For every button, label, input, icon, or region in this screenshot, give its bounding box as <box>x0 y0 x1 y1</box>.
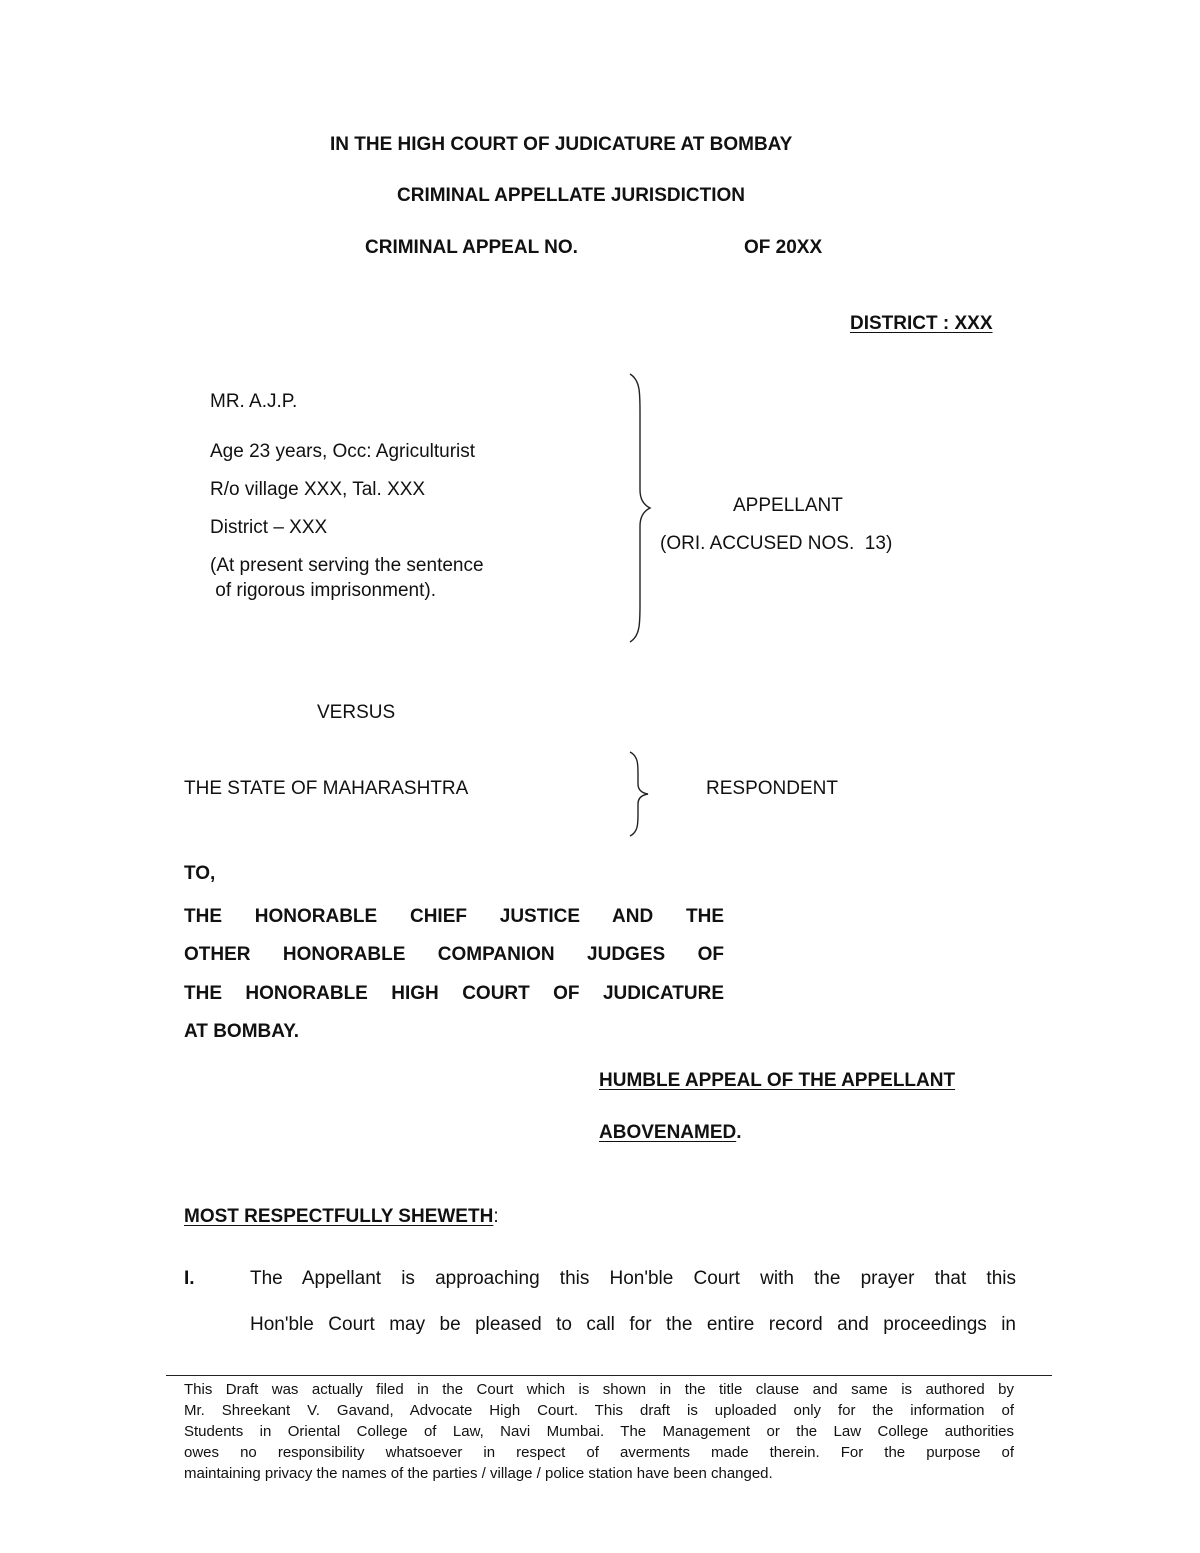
address-line-4: AT BOMBAY. <box>184 1021 300 1042</box>
footnote-separator <box>166 1375 1052 1376</box>
appellant-role: APPELLANT <box>733 495 843 516</box>
appellant-custody-line-2: of rigorous imprisonment). <box>210 580 436 601</box>
address-line-1: THE HONORABLE CHIEF JUSTICE AND THE <box>184 906 724 927</box>
appeal-title-line-1: HUMBLE APPEAL OF THE APPELLANT <box>599 1070 956 1091</box>
address-line-3: THE HONORABLE HIGH COURT OF JUDICATURE <box>184 983 724 1004</box>
court-title: IN THE HIGH COURT OF JUDICATURE AT BOMBAY <box>330 134 793 155</box>
respondent-brace <box>620 750 660 838</box>
district-label: DISTRICT : XXX <box>850 313 993 334</box>
appeal-title-line-2 <box>599 1122 742 1144</box>
appellant-district: District – XXX <box>210 517 328 538</box>
sheweth-label: MOST RESPECTFULLY SHEWETH <box>184 1206 494 1227</box>
sheweth-heading <box>184 1206 499 1228</box>
footnote-line-1: This Draft was actually filed in the Court which is shown in the title clause and same is authored by <box>184 1381 1014 1398</box>
paragraph-1-line-1: The Appellant is approaching this Hon'ble Court with the prayer that this <box>250 1268 1016 1289</box>
appellant-custody-line-1: (At present serving the sentence <box>210 555 484 576</box>
appeal-title-abovenamed: ABOVENAMED <box>599 1122 737 1143</box>
appellant-role-detail: (ORI. ACCUSED NOS. 13) <box>660 533 893 554</box>
footnote-line-5: maintaining privacy the names of the parties / village / police station have been changed. <box>184 1465 773 1482</box>
respondent-name: THE STATE OF MAHARASHTRA <box>184 778 469 799</box>
footnote-line-4: owes no responsibility whatsoever in respect of averments made therein. For the purpose of <box>184 1444 1014 1461</box>
appellant-name: MR. A.J.P. <box>210 391 298 412</box>
paragraph-1-line-2: Hon'ble Court may be pleased to call for the entire record and proceedings in <box>250 1314 1016 1335</box>
footnote-line-2: Mr. Shreekant V. Gavand, Advocate High Court. This draft is uploaded only for the information of <box>184 1402 1014 1419</box>
footnote-line-3: Students in Oriental College of Law, Navi Mumbai. The Management or the Law College authorities <box>184 1423 1014 1440</box>
appeal-number-label: CRIMINAL APPEAL NO. <box>365 237 578 258</box>
appeal-year: OF 20XX <box>744 237 823 258</box>
appellant-residence: R/o village XXX, Tal. XXX <box>210 479 426 500</box>
sheweth-colon: : <box>493 1206 499 1227</box>
versus-label: VERSUS <box>317 702 396 723</box>
paragraph-1-number: I. <box>184 1268 195 1289</box>
address-line-2: OTHER HONORABLE COMPANION JUDGES OF <box>184 944 724 965</box>
jurisdiction-title: CRIMINAL APPELLATE JURISDICTION <box>397 185 745 206</box>
respondent-role: RESPONDENT <box>706 778 838 799</box>
appeal-title-period: . <box>736 1122 742 1143</box>
appellant-brace <box>620 372 660 644</box>
address-to: TO, <box>184 863 216 884</box>
appellant-age-occupation: Age 23 years, Occ: Agriculturist <box>210 441 476 462</box>
